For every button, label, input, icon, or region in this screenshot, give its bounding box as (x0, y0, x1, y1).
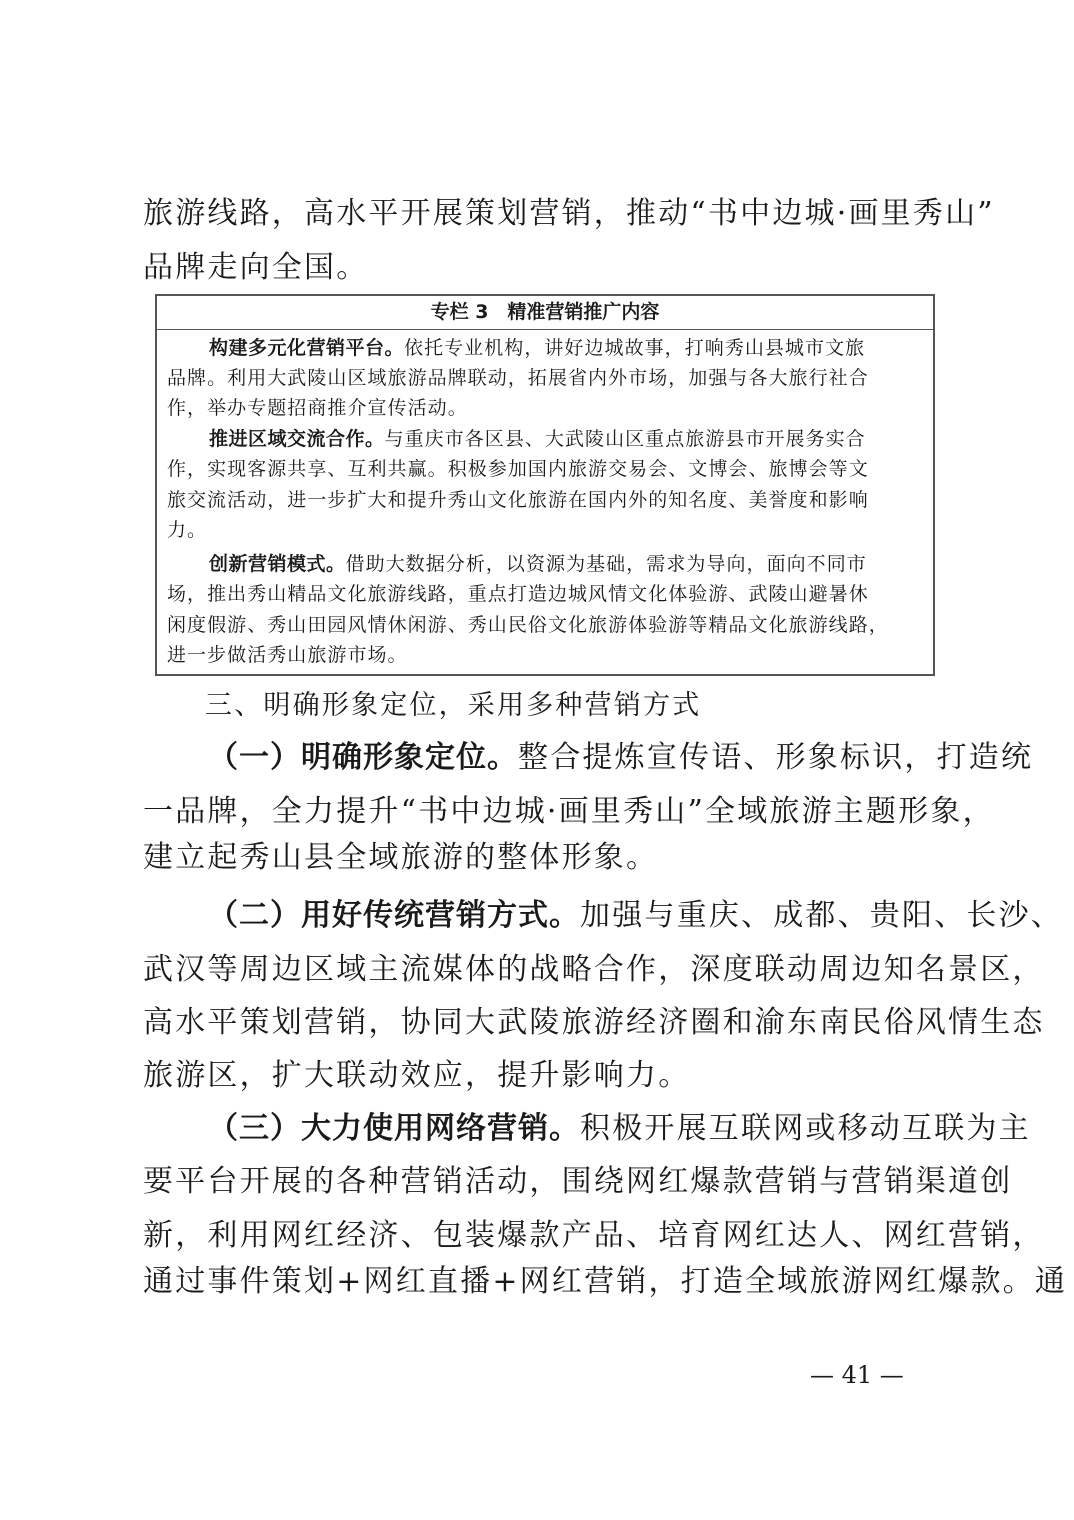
box-p3-text: 借助大数据分析，以资源为基础，需求为导向，面向不同市 (345, 553, 867, 575)
s3-line3: 新，利用网红经济、包装爆款产品、培育网红达人、网红营销， (143, 1218, 1045, 1253)
box-p1-line1 (209, 336, 865, 360)
box-p2-text: 与重庆市各区县、大武陵山区重点旅游县市开展务实合 (384, 428, 866, 450)
box-p3-line3: 闲度假游、秀山田园风情休闲游、秀山民俗文化旅游体验游等精品文化旅游线路， (167, 614, 889, 636)
box-p1-line3: 作，举办专题招商推介宣传活动。 (167, 397, 468, 419)
box-p3-line4: 进一步做活秀山旅游市场。 (167, 644, 408, 666)
s3-line4: 通过事件策划+网红直播+网红营销，打造全域旅游网红爆款。通 (143, 1264, 1068, 1299)
box-p1-lead: 构建多元化营销平台。 (209, 337, 405, 359)
box-p3-line2: 场，推出秀山精品文化旅游线路，重点打造边城风情文化体验游、武陵山避暑休 (167, 583, 869, 605)
s2-line3: 高水平策划营销，协同大武陵旅游经济圈和渝东南民俗风情生态 (143, 1005, 1045, 1040)
s3-text: 积极开展互联网或移动互联为主 (580, 1111, 1031, 1146)
s1-line2: 一品牌，全力提升“书中边城·画里秀山”全域旅游主题形象， (143, 794, 995, 829)
s1-text: 整合提炼宣传语、形象标识，打造统 (518, 740, 1034, 775)
box-p2-lead: 推进区域交流合作。 (209, 428, 385, 450)
s2-text: 加强与重庆、成都、贵阳、长沙、 (580, 898, 1063, 933)
box-p1-text: 依托专业机构，讲好边城故事，打响秀山县城市文旅 (404, 337, 866, 359)
s2-line1 (208, 898, 1063, 934)
box-p2-line3: 旅交流活动，进一步扩大和提升秀山文化旅游在国内外的知名度、美誉度和影响 (167, 489, 869, 511)
intro-line-1: 旅游线路，高水平开展策划营销，推动“书中边城·画里秀山” (143, 196, 995, 231)
s3-line2: 要平台开展的各种营销活动，围绕网红爆款营销与营销渠道创 (143, 1164, 1013, 1199)
intro-line-2: 品牌走向全国。 (143, 250, 369, 285)
s2-lead: （二）用好传统营销方式。 (208, 898, 580, 933)
box-p2-line2: 作，实现客源共享、互利共赢。积极参加国内旅游交易会、文博会、旅博会等文 (167, 458, 869, 480)
box-p3-lead: 创新营销模式。 (209, 553, 346, 575)
s2-line4: 旅游区，扩大联动效应，提升影响力。 (143, 1058, 691, 1093)
page-number: — 41 — (810, 1361, 904, 1389)
s1-line3: 建立起秀山县全域旅游的整体形象。 (143, 840, 659, 875)
box-p1-line2: 品牌。利用大武陵山区域旅游品牌联动，拓展省内外市场，加强与各大旅行社合 (167, 367, 869, 389)
sidebar-box (155, 294, 935, 676)
s1-line1 (208, 740, 1034, 776)
s3-lead: （三）大力使用网络营销。 (208, 1111, 580, 1146)
box-p2-line1 (209, 427, 866, 451)
box-p3-line1 (209, 552, 867, 576)
box-p2-line4: 力。 (167, 519, 208, 541)
s3-line1 (208, 1111, 1031, 1147)
s1-lead: （一）明确形象定位。 (208, 740, 518, 775)
box-title: 专栏 3 精准营销推广内容 (157, 296, 933, 330)
section-heading: 三、明确形象定位，采用多种营销方式 (205, 690, 702, 721)
s2-line2: 武汉等周边区域主流媒体的战略合作，深度联动周边知名景区， (143, 952, 1045, 987)
